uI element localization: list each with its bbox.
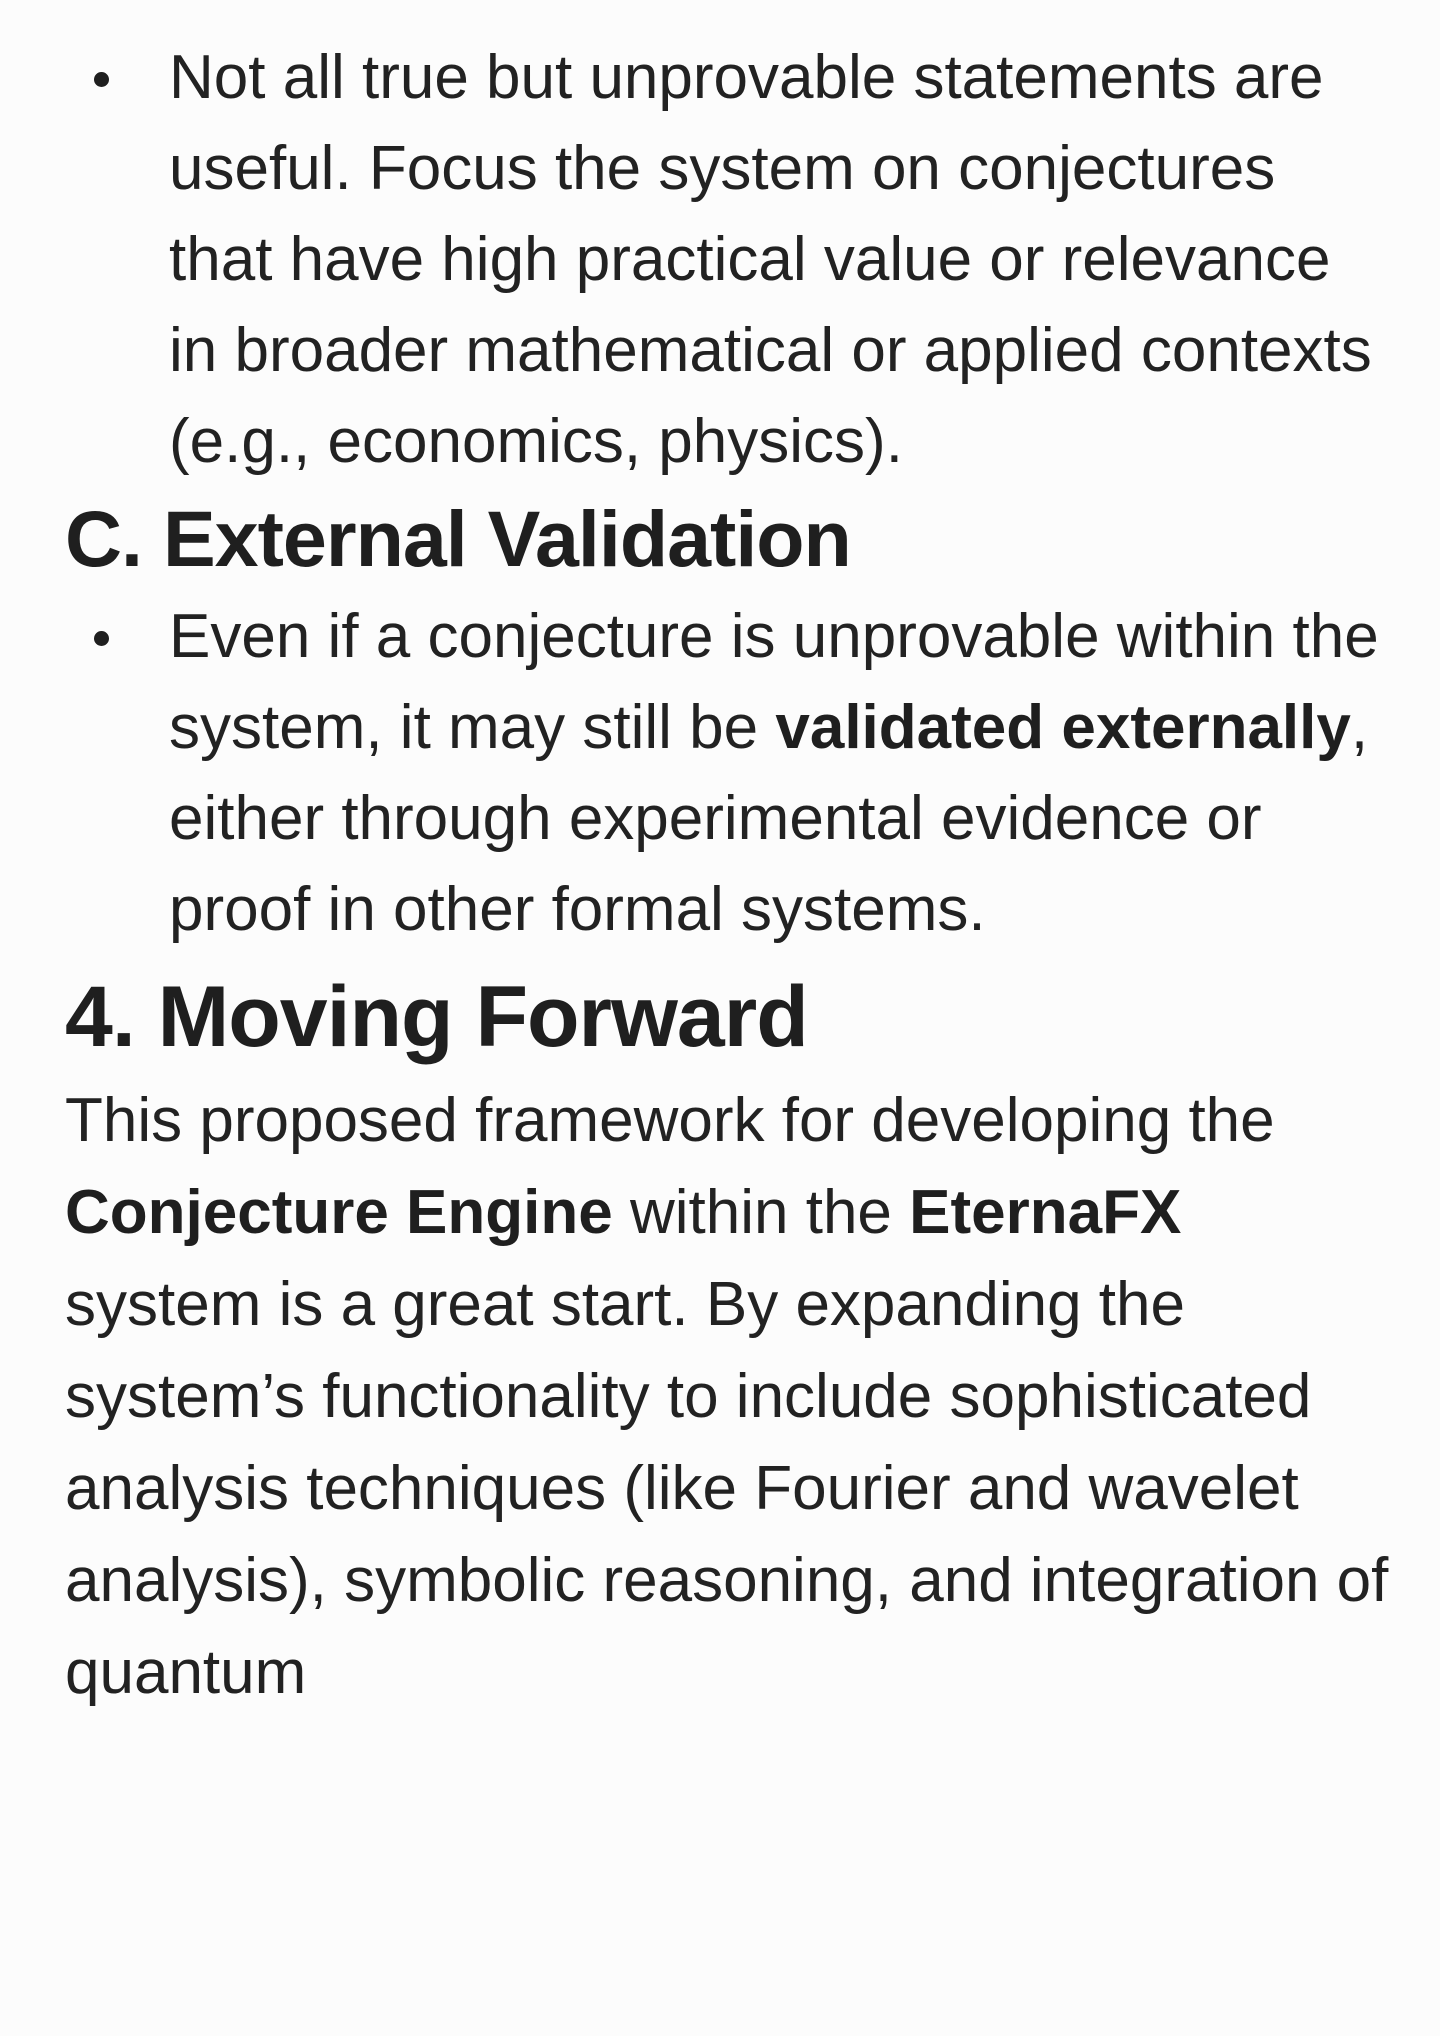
bullet-text-part: , either through experimental evidence or proof in other formal systems. xyxy=(169,693,1369,944)
bullet-dot-icon xyxy=(94,631,109,646)
bullet-list-external-validation xyxy=(65,591,1390,955)
list-item xyxy=(65,32,1390,487)
bold-term-conjecture-engine: Conjecture Engine xyxy=(65,1178,613,1247)
paragraph-moving-forward xyxy=(65,1075,1390,1719)
bullet-text-part: Even if a conjecture is unprovable within the system, it may still be xyxy=(169,602,1379,762)
list-item xyxy=(65,591,1390,955)
bullet-dot-icon xyxy=(94,72,109,87)
bold-phrase: validated externally xyxy=(775,693,1351,762)
bullet-text: Not all true but unprovable statements are useful. Focus the system on conjectures that have high practical value or relevance in broader mathematical or applied contexts (e.g., economics, physics). xyxy=(169,43,1372,476)
section-heading-external-validation: C. External Validation xyxy=(65,494,851,583)
section-heading-moving-forward: 4. Moving Forward xyxy=(65,969,808,1065)
paragraph-text-part: This proposed framework for developing the xyxy=(65,1086,1275,1155)
paragraph-text-part: within the xyxy=(612,1178,910,1247)
paragraph-text-part: system is a great start. By expanding the system’s functionality to include sophisticated analysis techniques (like Fourier and wavelet analysis), symbolic reasoning, and integration of quantum xyxy=(65,1270,1389,1707)
bullet-list-useful-statements xyxy=(65,32,1390,487)
bold-term-eternafx: EternaFX xyxy=(909,1178,1182,1247)
